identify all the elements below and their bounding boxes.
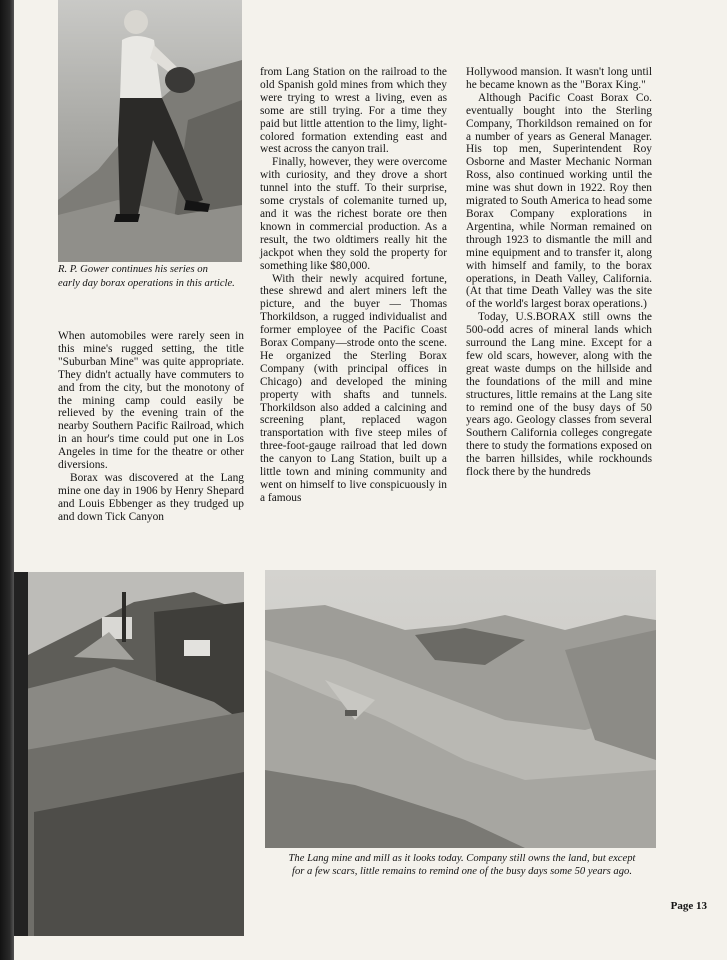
article-column-left [58,330,244,524]
binding-gutter [0,0,14,960]
lang-mine-landscape-photo [265,570,656,848]
middle-paragraph-1: from Lang Station on the railroad to the old Spanish gold mines from which they were trying to wrest a living, even as some are still trying. For a time they paid but little attention to the limy, light-colored formation extending east and west across the canyon trail. [260,66,447,156]
landscape-caption [262,852,662,878]
right-paragraph-2: Although Pacific Coast Borax Co. eventually bought into the Sterling Company, Thorkildson remained on for a number of years as General Manager. His top men, Superintendent Roy Osborne and Master Mechanic Norman Ross, also continued working until the mine was shut down in 1922. Roy then migrated to South America to head some Borax Company explorations in Argentina, while Norman remained on through 1923 to dismantle the mill and mine equipment and to transfer it, along with himself and family, to the borax operations, in Death Valley, California. (At that time Death Valley was the site of the world's largest borax operations.) [466,91,653,311]
left-paragraph-2: Borax was discovered at the Lang mine one day in 1906 by Henry Shepard and Louis Ebbenger as they trudged up and down Tick Canyon [58,471,244,523]
landscape-caption-line-2: for a few scars, little remains to remind one of the busy days some 50 years ago. [292,866,632,877]
mill-ruins-photo [14,572,244,936]
left-paragraph-1: When automobiles were rarely seen in this mine's rugged setting, the title "Suburban Mine" was quite appropriate. They didn't actually have commuters to and from the city, but the monotony of the mining camp could easily be relieved by the evening train of the nearby Southern Pacific Railroad, which in an hour's time could put one in Los Angeles in time for the theatre or other diversions. [58,330,244,472]
middle-paragraph-2: Finally, however, they were overcome with curiosity, and they drove a short tunnel into the stuff. To their surprise, some crystals of colemanite turned up, and it was the richest borate ore then known in commercial production. As a result, the two oldtimers really hit the jackpot when they sold the property for something like $80,000. [260,156,447,272]
portrait-caption-line-2: early day borax operations in this article. [58,277,235,289]
landscape-caption-line-1: The Lang mine and mill as it looks today. Company still owns the land, but except [288,853,636,864]
right-paragraph-1: Hollywood mansion. It wasn't long until he became known as the "Borax King." [466,66,652,91]
portrait-caption-line-1: R. P. Gower continues his series on [58,264,208,275]
page-number: Page 13 [670,900,707,912]
gower-portrait-photo [58,0,242,262]
article-column-right [466,66,652,479]
portrait-caption [58,263,244,290]
right-paragraph-3: Today, U.S.BORAX still owns the 500-odd acres of mineral lands which surround the Lang mine. Except for a few old scars, however, along with the great waste dumps on the hillside and the foundations of the mill and mine structures, little remains at the Lang site to remind one of the busy days of 50 years ago. Geology classes from several Southern California colleges congregate there to study the formations exposed on the barren hillsides, while rockhounds flock there by the hundreds [466,311,652,479]
article-column-middle [260,66,447,505]
middle-paragraph-3: With their newly acquired fortune, these shrewd and alert miners left the picture, and the buyer — Thomas Thorkildson, a rugged individualist and former employee of the Pacific Coast Borax Company—strode onto the scene. He organized the Sterling Borax Company (with principal offices in Chicago) and developed the mining property with shafts and tunnels. Thorkildson also added a calcining and screening plant, replaced wagon transportation with five steep miles of three-foot-gauge railroad that led down the canyon to Lang Station, built up a little town and mining community and went on himself to live conspicuously in a famous [260,272,447,504]
